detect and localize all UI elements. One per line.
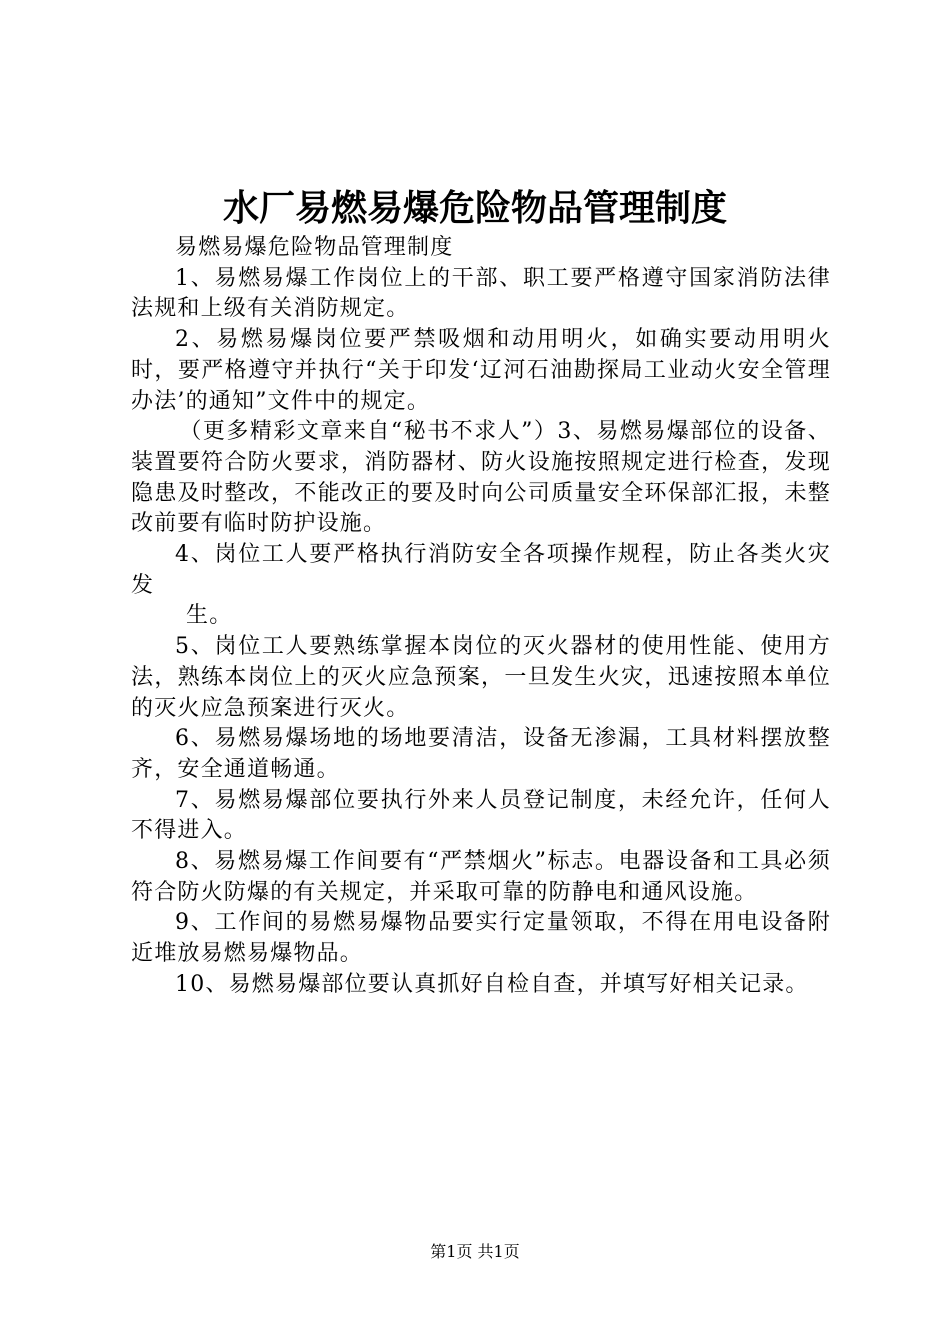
paragraph-7: 7、易燃易爆部位要执行外来人员登记制度，未经允许，任何人不得进入。 bbox=[131, 787, 831, 844]
document-body bbox=[131, 233, 831, 1001]
paragraph-4-continuation: 生。 bbox=[186, 603, 233, 629]
paragraph-5: 5、岗位工人要熟练掌握本岗位的灭火器材的使用性能、使用方法，熟练本岗位上的灭火应急预案，一旦发生火灾，迅速按照本单位的灭火应急预案进行灭火。 bbox=[131, 634, 831, 721]
document-title: 水厂易燃易爆危险物品管理制度 bbox=[222, 187, 727, 229]
page-footer: 第1页 共1页 bbox=[430, 1242, 520, 1261]
paragraph-4: 4、岗位工人要严格执行消防安全各项操作规程，防止各类火灾发 bbox=[131, 542, 831, 598]
paragraph-3: （更多精彩文章来自“秘书不求人”）3、易燃易爆部位的设备、装置要符合防火要求，消防器材、防火设施按照规定进行检查，发现隐患及时整改，不能改正的要及时向公司质量安全环保部汇报，未整改前要有临时防护设施。 bbox=[131, 419, 831, 537]
paragraph-1: 1、易燃易爆工作岗位上的干部、职工要严格遵守国家消防法律法规和上级有关消防规定。 bbox=[131, 265, 831, 322]
document-subtitle: 易燃易爆危险物品管理制度 bbox=[175, 235, 454, 260]
paragraph-6: 6、易燃易爆场地的场地要清洁，设备无渗漏，工具材料摆放整齐，安全通道畅通。 bbox=[131, 726, 831, 782]
paragraph-9: 9、工作间的易燃易爆物品要实行定量领取，不得在用电设备附近堆放易燃易爆物品。 bbox=[131, 910, 831, 967]
paragraph-8: 8、易燃易爆工作间要有“严禁烟火”标志。电器设备和工具必须符合防火防爆的有关规定，并采取可靠的防静电和通风设施。 bbox=[131, 849, 831, 905]
paragraph-2: 2、易燃易爆岗位要严禁吸烟和动用明火，如确实要动用明火时，要严格遵守并执行“关于印发‘辽河石油勘探局工业动火安全管理办法’的通知”文件中的规定。 bbox=[131, 327, 831, 414]
paragraph-10: 10、易燃易爆部位要认真抓好自检自查，并填写好相关记录。 bbox=[175, 971, 809, 997]
